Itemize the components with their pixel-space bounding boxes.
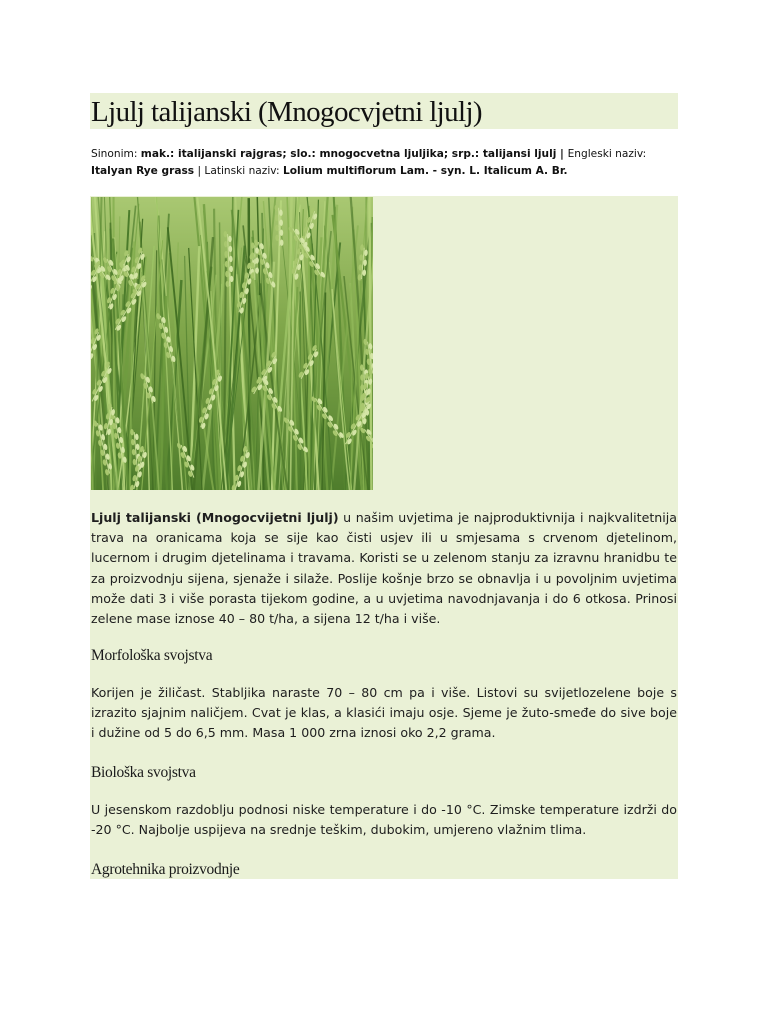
synonym-line bbox=[91, 146, 681, 180]
latin-name-value: Lolium multiflorum Lam. - syn. L. Italicum A. Br. bbox=[282, 165, 568, 177]
intro-text: u našim uvjetima je najproduktivnija i najkvalitetnija trava na oranicama koja se sije kao čisti usjev ili u smjesama s crvenom djetelinom, lucernom i drugim djetelinama i travama. Koristi se u zelenom stanju za izravnu hranidbu te za proizvodnju sijena, sjenaže i silaže. Poslije košnje brzo se obnavlja i u povoljnim uvjetima može dati 3 i više porasta tijekom godine, a u uvjetima navodnjavanja i do 6 otkosa. Prinosi zelene mase iznose 40 – 80 t/ha, a sijena 12 t/ha i više. bbox=[91, 510, 677, 627]
section-heading-morphology: Morfološka svojstva bbox=[91, 647, 213, 664]
synonym-srp-key: srp.: bbox=[451, 148, 483, 160]
synonym-mak-value: italijanski rajgras; bbox=[177, 148, 291, 160]
synonym-separator: | bbox=[194, 165, 205, 177]
synonym-mak-key: mak.: bbox=[140, 148, 178, 160]
synonym-label: Sinonim: bbox=[91, 148, 141, 160]
synonym-slo-key: slo.: bbox=[290, 148, 320, 160]
grass-spike bbox=[275, 204, 284, 246]
latin-name-label: Latinski naziv: bbox=[204, 165, 283, 177]
intro-paragraph bbox=[91, 508, 677, 629]
intro-bold: Ljulj talijanski (Mnogocvijetni ljulj) bbox=[91, 510, 339, 525]
biology-paragraph: U jesenskom razdoblju podnosi niske temperature i do -10 °C. Zimske temperature izdrži do -20 °C. Najbolje uspijeva na srednje teškim, dubokim, umjereno vlažnim tlima. bbox=[91, 802, 677, 838]
section-heading-agrotechnics: Agrotehnika proizvodnje bbox=[91, 861, 240, 878]
section-heading-biology: Biološka svojstva bbox=[91, 764, 196, 781]
english-name-label: Engleski naziv: bbox=[567, 148, 647, 160]
english-name-value: Italyan Rye grass bbox=[91, 165, 195, 177]
morphology-paragraph: Korijen je žiličast. Stabljika naraste 70 – 80 cm pa i više. Listovi su svijetlozelene boje s izrazito sjajnim naličjem. Cvat je klas, a klasići imaju osje. Sjeme je žuto-smeđe do sive boje i dužine od 5 do 6,5 mm. Masa 1 000 zrna iznosi oko 2,2 grama. bbox=[91, 685, 677, 741]
grass-image bbox=[91, 197, 373, 490]
synonym-slo-value: mnogocvetna ljuljika; bbox=[319, 148, 452, 160]
synonym-srp-value: talijansi ljulj | bbox=[482, 148, 568, 160]
page-title: Ljulj talijanski (Mnogocvjetni ljulj) bbox=[91, 96, 482, 128]
grass-photo bbox=[91, 197, 373, 490]
